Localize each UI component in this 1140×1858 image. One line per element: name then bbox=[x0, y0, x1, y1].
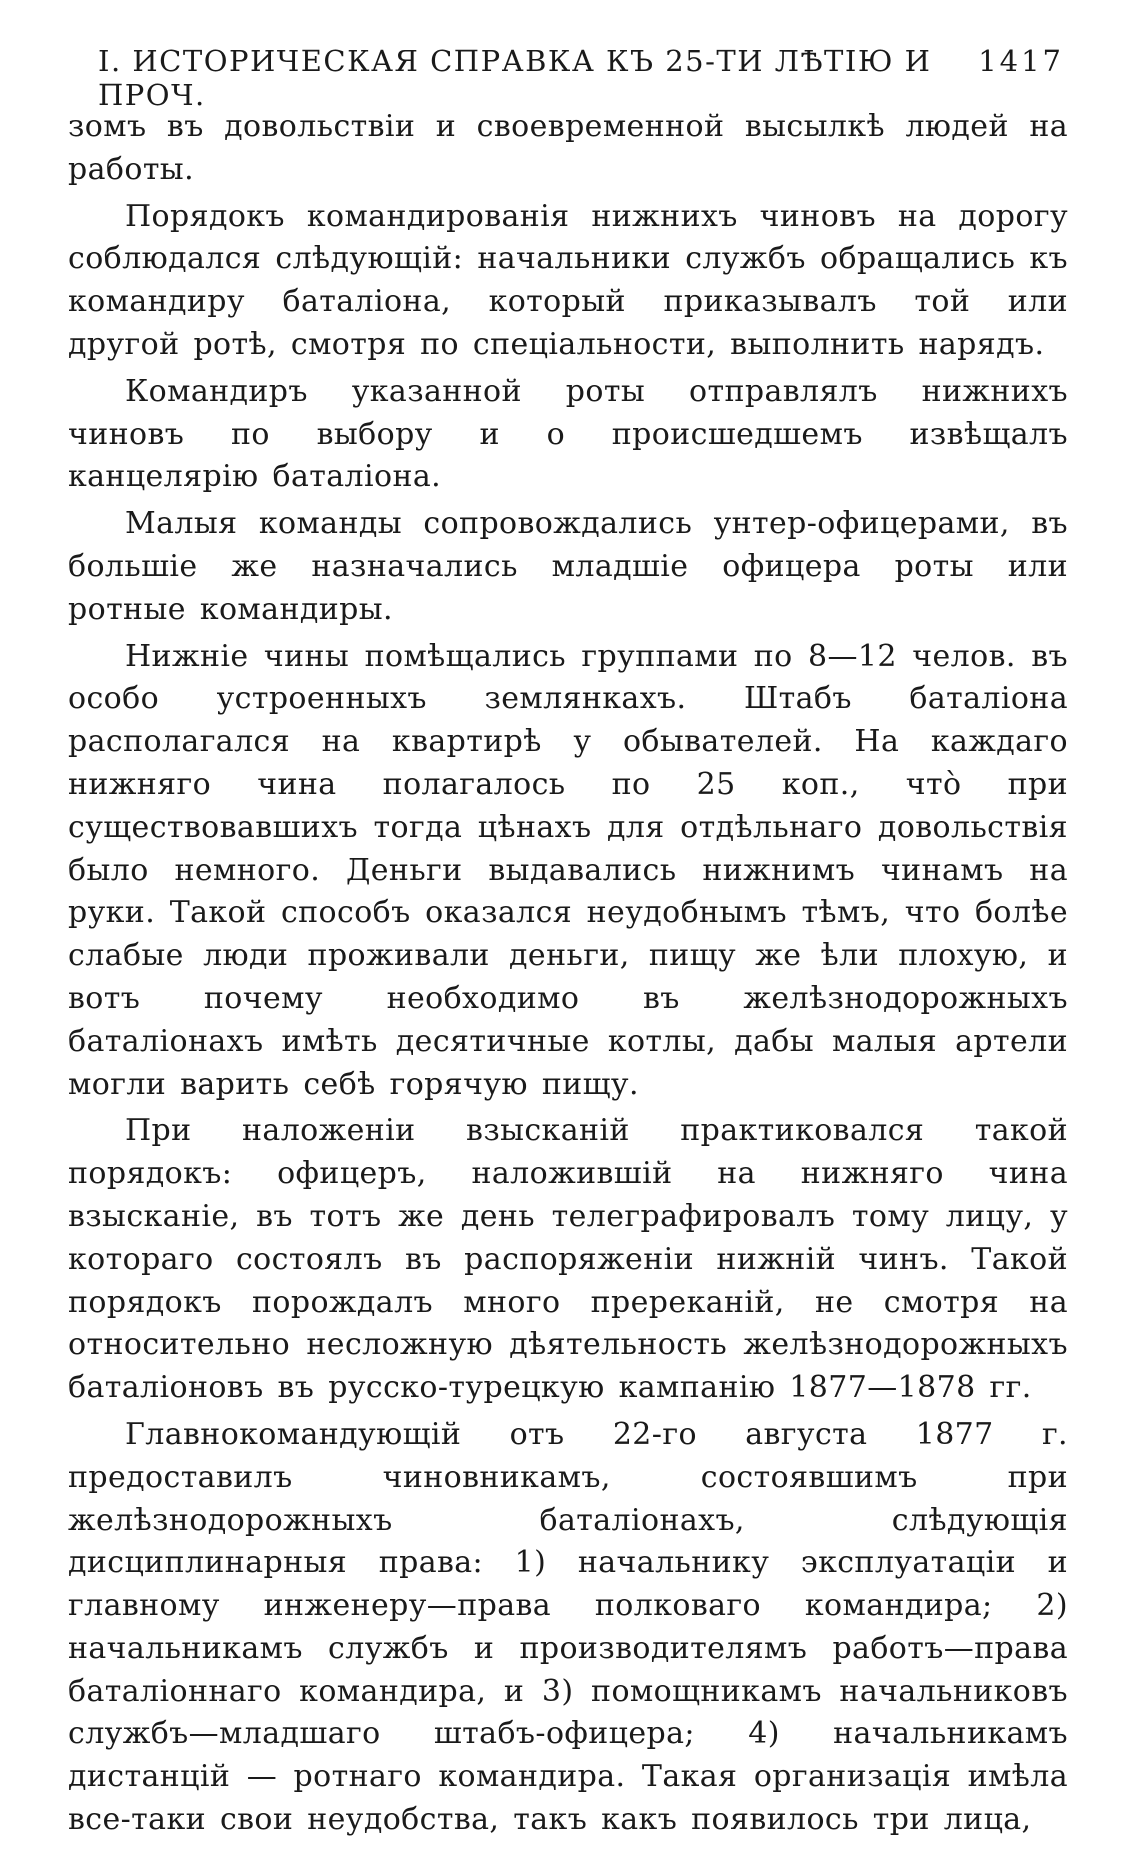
paragraph-small-teams: Малыя команды сопровождались унтер-офицерами, въ большіе же назначались младшіе офицера роты или ротные командиры. bbox=[68, 506, 1068, 627]
running-title: I. ИСТОРИЧЕСКАЯ СПРАВКА КЪ 25-ТИ ЛѢТІЮ И ПРОЧ. bbox=[98, 44, 932, 112]
paragraph-company-commander: Командиръ указанной роты отправлялъ нижнихъ чиновъ по выбору и о происшедшемъ извѣщалъ канцелярію баталіона. bbox=[68, 373, 1068, 495]
book-page bbox=[68, 44, 1068, 1842]
paragraph-penalties: При наложеніи взысканій практиковался такой порядокъ: офицеръ, наложившій на нижняго чина взысканіе, въ тотъ же день телеграфировалъ тому лицу, у котораго состоялъ въ распоряженіи нижній чинъ. Такой порядокъ порождалъ много пререканій, не смотря на относительно несложную дѣятельность желѣзнодорожныхъ баталіоновъ въ русско-турецкую кампанію 1877—1878 гг. bbox=[68, 1113, 1068, 1406]
page-body bbox=[68, 106, 1068, 1842]
paragraph-quarters-allowance: Нижніе чины помѣщались группами по 8—12 челов. въ особо устроенныхъ землянкахъ. Штабъ баталіона располагался на квартирѣ у обывателей. На каждаго нижняго чина полагалось по 25 коп., что̀ при существовавшихъ тогда цѣнахъ для отдѣльнаго довольствія было немного. Деньги выдавались нижнимъ чинамъ на руки. Такой способъ оказался неудобнымъ тѣмъ, что болѣе слабые люди проживали деньги, пищу же ѣли плохую, и вотъ почему необходимо въ желѣзнодорожныхъ баталіонахъ имѣть десятичные котлы, дабы малыя артели могли варить себѣ горячую пищу. bbox=[68, 638, 1068, 1102]
page-number: 1417 bbox=[978, 44, 1064, 78]
running-header bbox=[68, 44, 1068, 112]
paragraph-continuation: зомъ въ довольствіи и своевременной высылкѣ людей на работы. bbox=[68, 109, 1068, 187]
paragraph-assignment-order: Порядокъ командированія нижнихъ чиновъ на дорогу соблюдался слѣдующій: начальники службъ обращались къ командиру баталіона, который приказывалъ той или другой ротѣ, смотря по спеціальности, выполнить нарядъ. bbox=[68, 198, 1068, 362]
paragraph-disciplinary-rights: Главнокомандующій отъ 22-го августа 1877 г. предоставилъ чиновникамъ, состоявшимъ при желѣзнодорожныхъ баталіонахъ, слѣдующія дисциплинарныя права: 1) начальнику эксплуатаціи и главному инженеру—права полковаго командира; 2) начальникамъ службъ и производителямъ работъ—права баталіоннаго командира, и 3) помощникамъ начальниковъ службъ—младшаго штабъ-офицера; 4) начальникамъ дистанцій — ротнаго командира. Такая организація имѣла все-таки свои неудобства, такъ какъ появилось три лица, bbox=[68, 1416, 1068, 1838]
